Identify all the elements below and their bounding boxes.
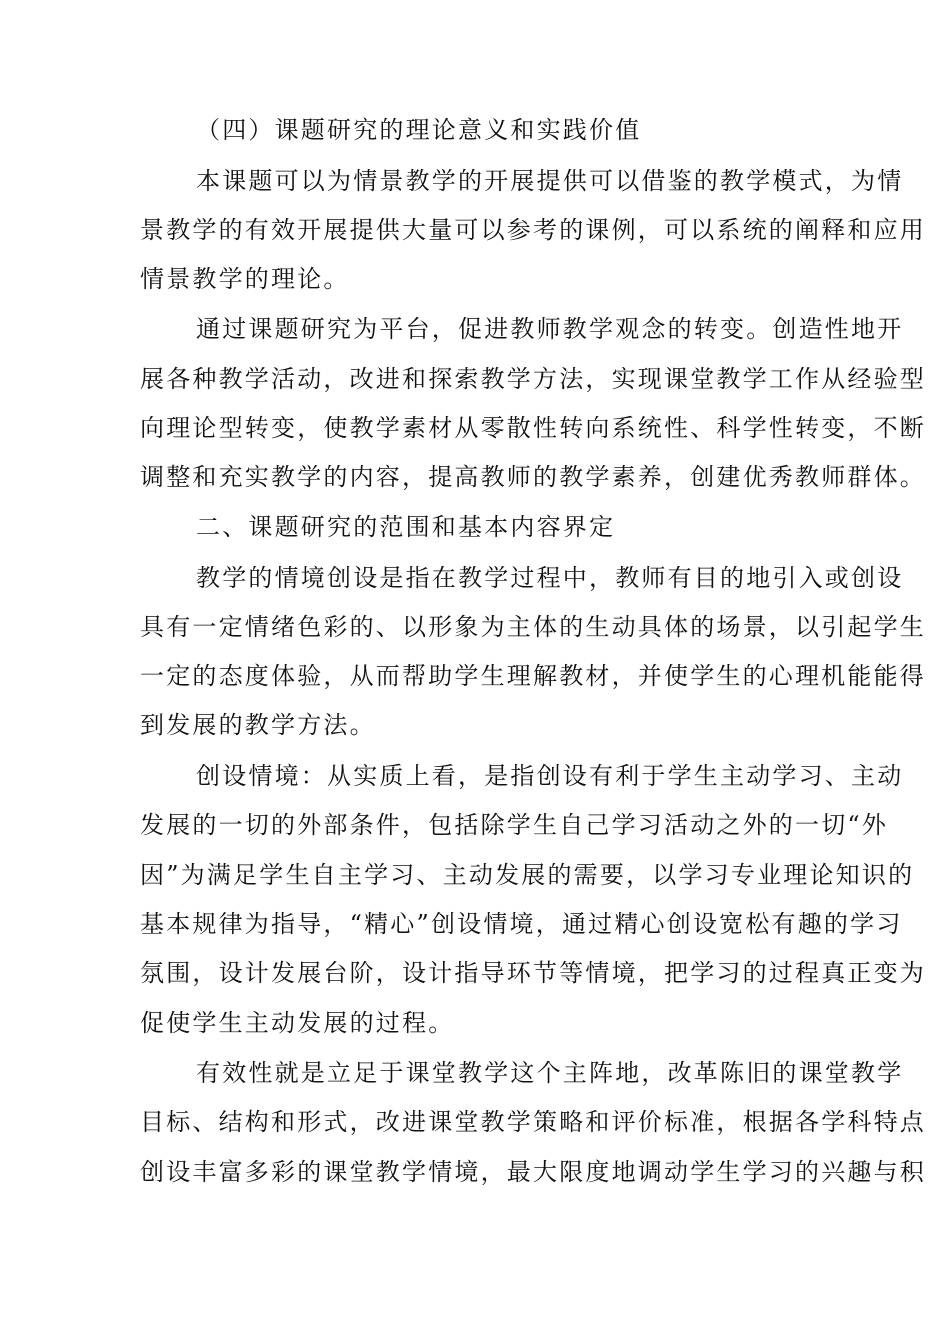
paragraph-line: 展各种教学活动，改进和探索教学方法，实现课堂教学工作从经验型 [140, 365, 926, 393]
paragraph-line: 情景教学的理论。 [140, 265, 350, 293]
paragraph-line: 具有一定情绪色彩的、以形象为主体的生动具体的场景，以引起学生 [140, 613, 926, 641]
section-heading: （四）课题研究的理论意义和实践价值 [196, 116, 642, 144]
paragraph-line: 创设情境：从实质上看，是指创设有利于学生主动学习、主动 [196, 762, 904, 790]
paragraph-line: 发展的一切的外部条件，包括除学生自己学习活动之外的一切“外 [140, 811, 889, 839]
paragraph-line: 本课题可以为情景教学的开展提供可以借鉴的教学模式，为情 [196, 167, 904, 195]
section-heading: 二、课题研究的范围和基本内容界定 [196, 513, 616, 541]
paragraph-line: 目标、结构和形式，改进课堂教学策略和评价标准，根据各学科特点 [140, 1108, 926, 1136]
paragraph-line: 有效性就是立足于课堂教学这个主阵地，改革陈旧的课堂教学 [196, 1059, 904, 1087]
paragraph-line: 氛围，设计发展台阶，设计指导环节等情境，把学习的过程真正变为 [140, 959, 926, 987]
paragraph-line: 一定的态度体验，从而帮助学生理解教材，并使学生的心理机能能得 [140, 662, 926, 690]
paragraph-line: 向理论型转变，使教学素材从零散性转向系统性、科学性转变，不断 [140, 414, 926, 442]
paragraph-line: 促使学生主动发展的过程。 [140, 1009, 455, 1037]
paragraph-line: 教学的情境创设是指在教学过程中，教师有目的地引入或创设 [196, 564, 904, 592]
paragraph-line: 通过课题研究为平台，促进教师教学观念的转变。创造性地开 [196, 315, 904, 343]
paragraph-line: 景教学的有效开展提供大量可以参考的课例，可以系统的阐释和应用 [140, 216, 926, 244]
paragraph-line: 调整和充实教学的内容，提高教师的教学素养，创建优秀教师群体。 [140, 463, 926, 491]
paragraph-line: 基本规律为指导，“精心”创设情境，通过精心创设宽松有趣的学习 [140, 910, 903, 938]
paragraph-line: 因”为满足学生自主学习、主动发展的需要，以学习专业理论知识的 [140, 861, 915, 889]
paragraph-line: 创设丰富多彩的课堂教学情境，最大限度地调动学生学习的兴趣与积 [140, 1158, 926, 1186]
paragraph-line: 到发展的教学方法。 [140, 711, 376, 739]
